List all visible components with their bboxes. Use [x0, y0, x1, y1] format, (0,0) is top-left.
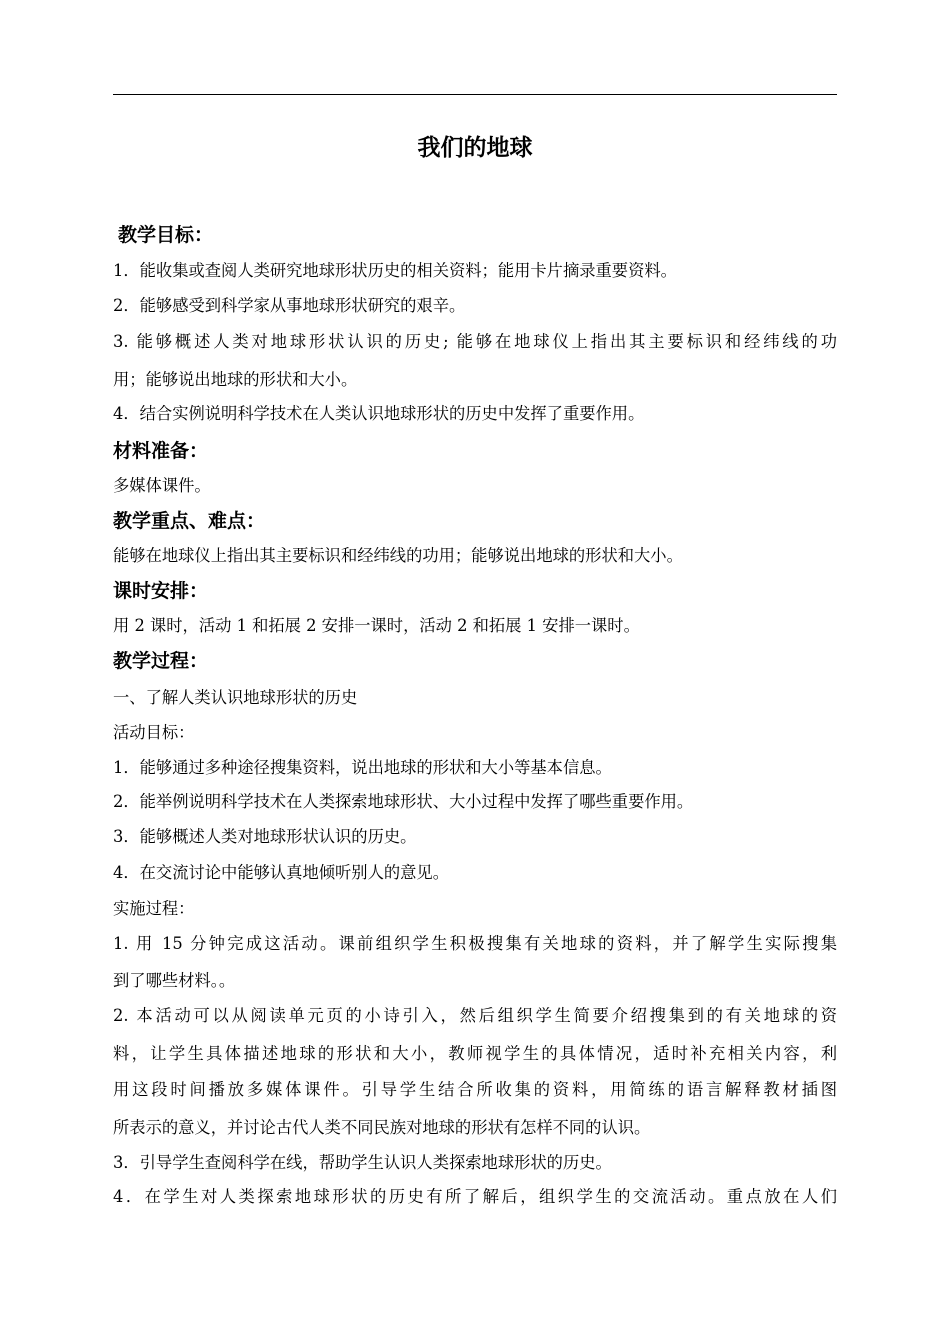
process-line: 1. 用 15 分钟完成这活动。课前组织学生积极搜集有关地球的资料，并了解学生实际搜集 — [113, 934, 837, 953]
objective-line: 3. 能够概述人类对地球形状认识的历史; 能够在地球仪上指出其主要标识和经纬线的功 — [113, 332, 837, 351]
process-line: 活动目标： — [113, 723, 195, 742]
process-line: 1．能够通过多种途径搜集资料，说出地球的形状和大小等基本信息。 — [113, 758, 612, 777]
process-line: 3．引导学生查阅科学在线，帮助学生认识人类探索地球形状的历史。 — [113, 1153, 612, 1172]
header-rule — [113, 94, 837, 95]
process-line: 4．在学生对人类探索地球形状的历史有所了解后，组织学生的交流活动。重点放在人们 — [113, 1187, 837, 1206]
materials-line: 多媒体课件。 — [113, 476, 211, 495]
process-line: 一、了解人类认识地球形状的历史 — [113, 688, 358, 707]
process-line: 4．在交流讨论中能够认真地倾听别人的意见。 — [113, 863, 449, 882]
objectives-heading: 教学目标： — [118, 224, 214, 246]
process-line: 2. 本活动可以从阅读单元页的小诗引入，然后组织学生简要介绍搜集到的有关地球的资 — [113, 1006, 837, 1025]
process-line: 3．能够概述人类对地球形状认识的历史。 — [113, 827, 417, 846]
schedule-line: 用 2 课时，活动 1 和拓展 2 安排一课时，活动 2 和拓展 1 安排一课时。 — [113, 616, 640, 635]
key-points-line: 能够在地球仪上指出其主要标识和经纬线的功用；能够说出地球的形状和大小。 — [113, 546, 683, 565]
objective-line: 用；能够说出地球的形状和大小。 — [113, 370, 358, 389]
process-heading: 教学过程： — [113, 650, 209, 672]
process-line: 所表示的意义，并讨论古代人类不同民族对地球的形状有怎样不同的认识。 — [113, 1118, 651, 1137]
process-line: 实施过程： — [113, 899, 195, 918]
process-line: 用这段时间播放多媒体课件。引导学生结合所收集的资料，用简练的语言解释教材插图 — [113, 1080, 837, 1099]
process-line: 料，让学生具体描述地球的形状和大小，教师视学生的具体情况，适时补充相关内容，利 — [113, 1044, 837, 1063]
objective-line: 4．结合实例说明科学技术在人类认识地球形状的历史中发挥了重要作用。 — [113, 404, 645, 423]
schedule-heading: 课时安排： — [113, 580, 209, 602]
process-line: 到了哪些材料。。 — [113, 971, 236, 990]
process-line: 2．能举例说明科学技术在人类探索地球形状、大小过程中发挥了哪些重要作用。 — [113, 792, 694, 811]
objective-line: 1．能收集或查阅人类研究地球形状历史的相关资料；能用卡片摘录重要资料。 — [113, 261, 677, 280]
key-points-heading: 教学重点、难点： — [113, 510, 266, 532]
page-title: 我们的地球 — [417, 135, 533, 161]
objective-line: 2．能够感受到科学家从事地球形状研究的艰辛。 — [113, 296, 466, 315]
materials-heading: 材料准备： — [113, 440, 209, 462]
